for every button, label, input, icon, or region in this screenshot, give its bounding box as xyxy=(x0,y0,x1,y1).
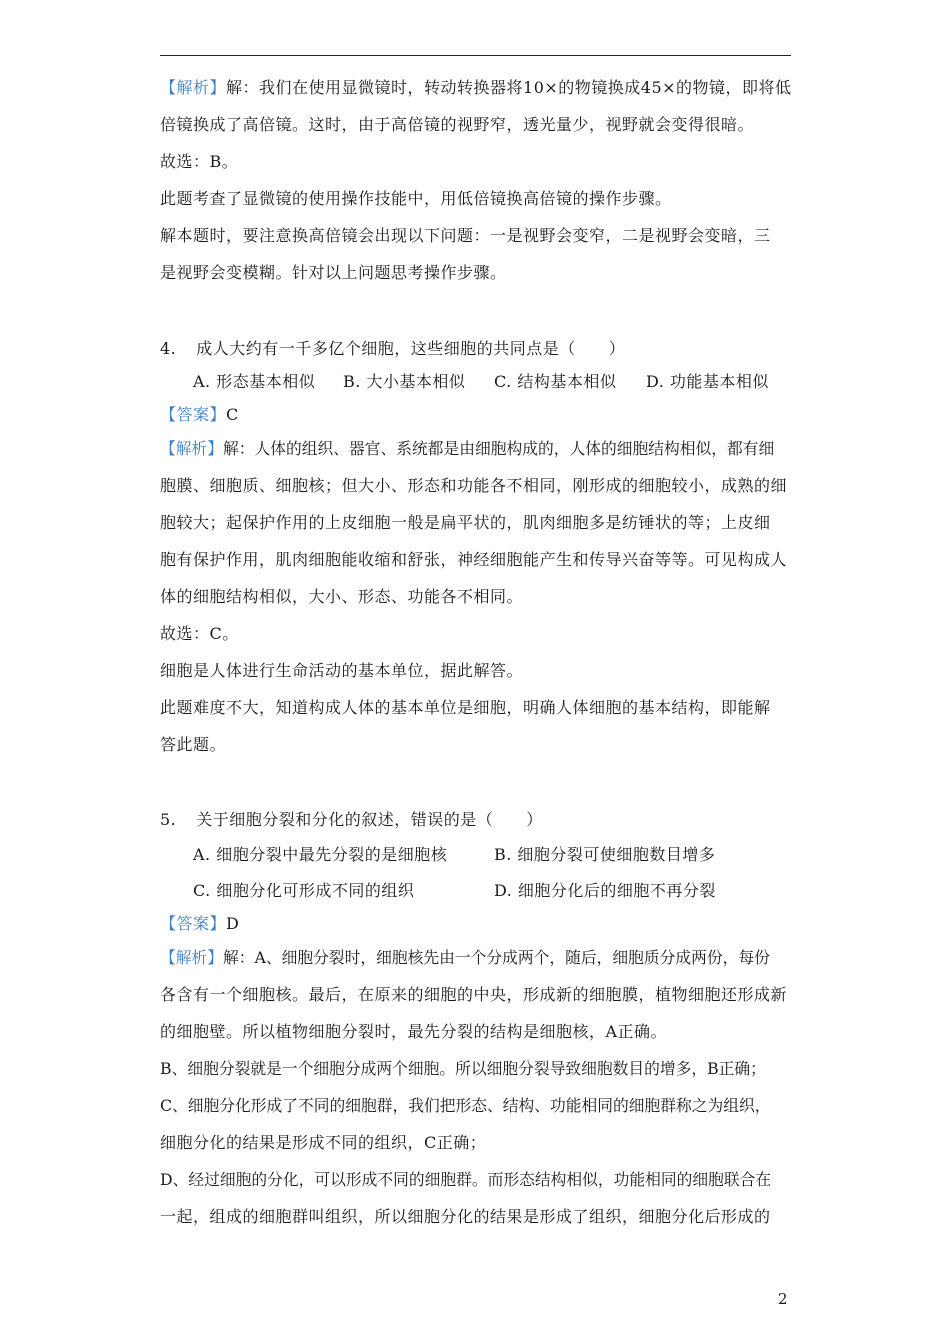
q4-stem: 4. 成人大约有一千多亿个细胞，这些细胞的共同点是（ ） xyxy=(160,339,626,358)
q4-option-d: D. 功能基本相似 xyxy=(646,372,769,391)
q5-answer: 【答案】D xyxy=(160,914,240,933)
q4-number: 4. xyxy=(160,339,177,358)
answer-tag: 【答案】 xyxy=(160,914,227,933)
q3-choice-line: 故选：B。 xyxy=(160,152,239,171)
q4-tip-line-1: 此题难度不大，知道构成人体的基本单位是细胞，明确人体细胞的基本结构，即能解 xyxy=(160,698,771,717)
q5-option-b: B. 细胞分裂可使细胞数目增多 xyxy=(494,845,716,864)
q4-analysis-line-1: 【解析】解：人体的组织、器官、系统都是由细胞构成的，人体的细胞结构相似，都有细 xyxy=(160,439,775,458)
q5-analysis-line-4: B、细胞分裂就是一个细胞分成两个细胞。所以细胞分裂导致细胞数目的增多，B正确； xyxy=(160,1059,766,1078)
q4-choice-line: 故选：C。 xyxy=(160,624,239,643)
analysis-tag: 【解析】 xyxy=(160,439,223,458)
q3-tip-line-2: 是视野会变模糊。针对以上问题思考操作步骤。 xyxy=(160,263,507,282)
q4-analysis-line-4: 胞有保护作用，肌肉细胞能收缩和舒张，神经细胞能产生和传导兴奋等等。可见构成人 xyxy=(160,550,788,569)
q4-analysis-line-2: 胞膜、细胞质、细胞核；但大小、形态和功能各不相同，刚形成的细胞较小，成熟的细 xyxy=(160,476,788,495)
analysis-tag: 【解析】 xyxy=(160,948,223,967)
analysis-tag: 【解析】 xyxy=(160,78,227,97)
q5-analysis-line-7: D、经过细胞的分化，可以形成不同的细胞群。而形态结构相似，功能相同的细胞联合在 xyxy=(160,1170,772,1189)
q5-option-a: A. 细胞分裂中最先分裂的是细胞核 xyxy=(193,845,448,864)
answer-tag: 【答案】 xyxy=(160,405,227,424)
q4-summary-line: 细胞是人体进行生命活动的基本单位，据此解答。 xyxy=(160,661,524,680)
q5-option-d: D. 细胞分化后的细胞不再分裂 xyxy=(494,881,716,900)
q5-analysis-line-6: 细胞分化的结果是形成不同的组织，C正确； xyxy=(160,1133,487,1152)
q5-analysis-line-1: 【解析】解：A、细胞分裂时，细胞核先由一个分成两个，随后，细胞质分成两份，每份 xyxy=(160,948,770,967)
page-number: 2 xyxy=(778,1290,788,1308)
q4-option-b: B. 大小基本相似 xyxy=(343,372,466,391)
q4-option-c: C. 结构基本相似 xyxy=(494,372,617,391)
q3-summary-line: 此题考查了显微镜的使用操作技能中，用低倍镜换高倍镜的操作步骤。 xyxy=(160,189,672,208)
q4-analysis-line-5: 体的细胞结构相似，大小、形态、功能各不相同。 xyxy=(160,587,524,606)
q5-analysis-line-8: 一起，组成的细胞群叫组织，所以细胞分化的结果是形成了组织，细胞分化后形成的 xyxy=(160,1207,771,1226)
q3-analysis-line-2: 倍镜换成了高倍镜。这时，由于高倍镜的视野窄，透光量少，视野就会变得很暗。 xyxy=(160,115,755,134)
header-rule xyxy=(160,55,791,56)
q5-analysis-line-3: 的细胞壁。所以植物细胞分裂时，最先分裂的结构是细胞核，A正确。 xyxy=(160,1022,668,1041)
q5-stem: 5. 关于细胞分裂和分化的叙述，错误的是（ ） xyxy=(160,810,543,829)
q4-answer: 【答案】C xyxy=(160,405,239,424)
q3-analysis-line-1: 【解析】解：我们在使用显微镜时，转动转换器将10×的物镜换成45×的物镜，即将低 xyxy=(160,78,792,97)
q4-option-a: A. 形态基本相似 xyxy=(193,372,316,391)
q4-tip-line-2: 答此题。 xyxy=(160,735,227,754)
q5-number: 5. xyxy=(160,810,177,829)
q3-tip-line-1: 解本题时，要注意换高倍镜会出现以下问题：一是视野会变窄，二是视野会变暗，三 xyxy=(160,226,771,245)
q5-analysis-line-2: 各含有一个细胞核。最后，在原来的细胞的中央，形成新的细胞膜，植物细胞还形成新 xyxy=(160,985,788,1004)
q5-option-c: C. 细胞分化可形成不同的组织 xyxy=(193,881,415,900)
q4-analysis-line-3: 胞较大；起保护作用的上皮细胞一般是扁平状的，肌肉细胞多是纺锤状的等；上皮细 xyxy=(160,513,771,532)
q5-analysis-line-5: C、细胞分化形成了不同的细胞群，我们把形态、结构、功能相同的细胞群称之为组织， xyxy=(160,1096,771,1115)
